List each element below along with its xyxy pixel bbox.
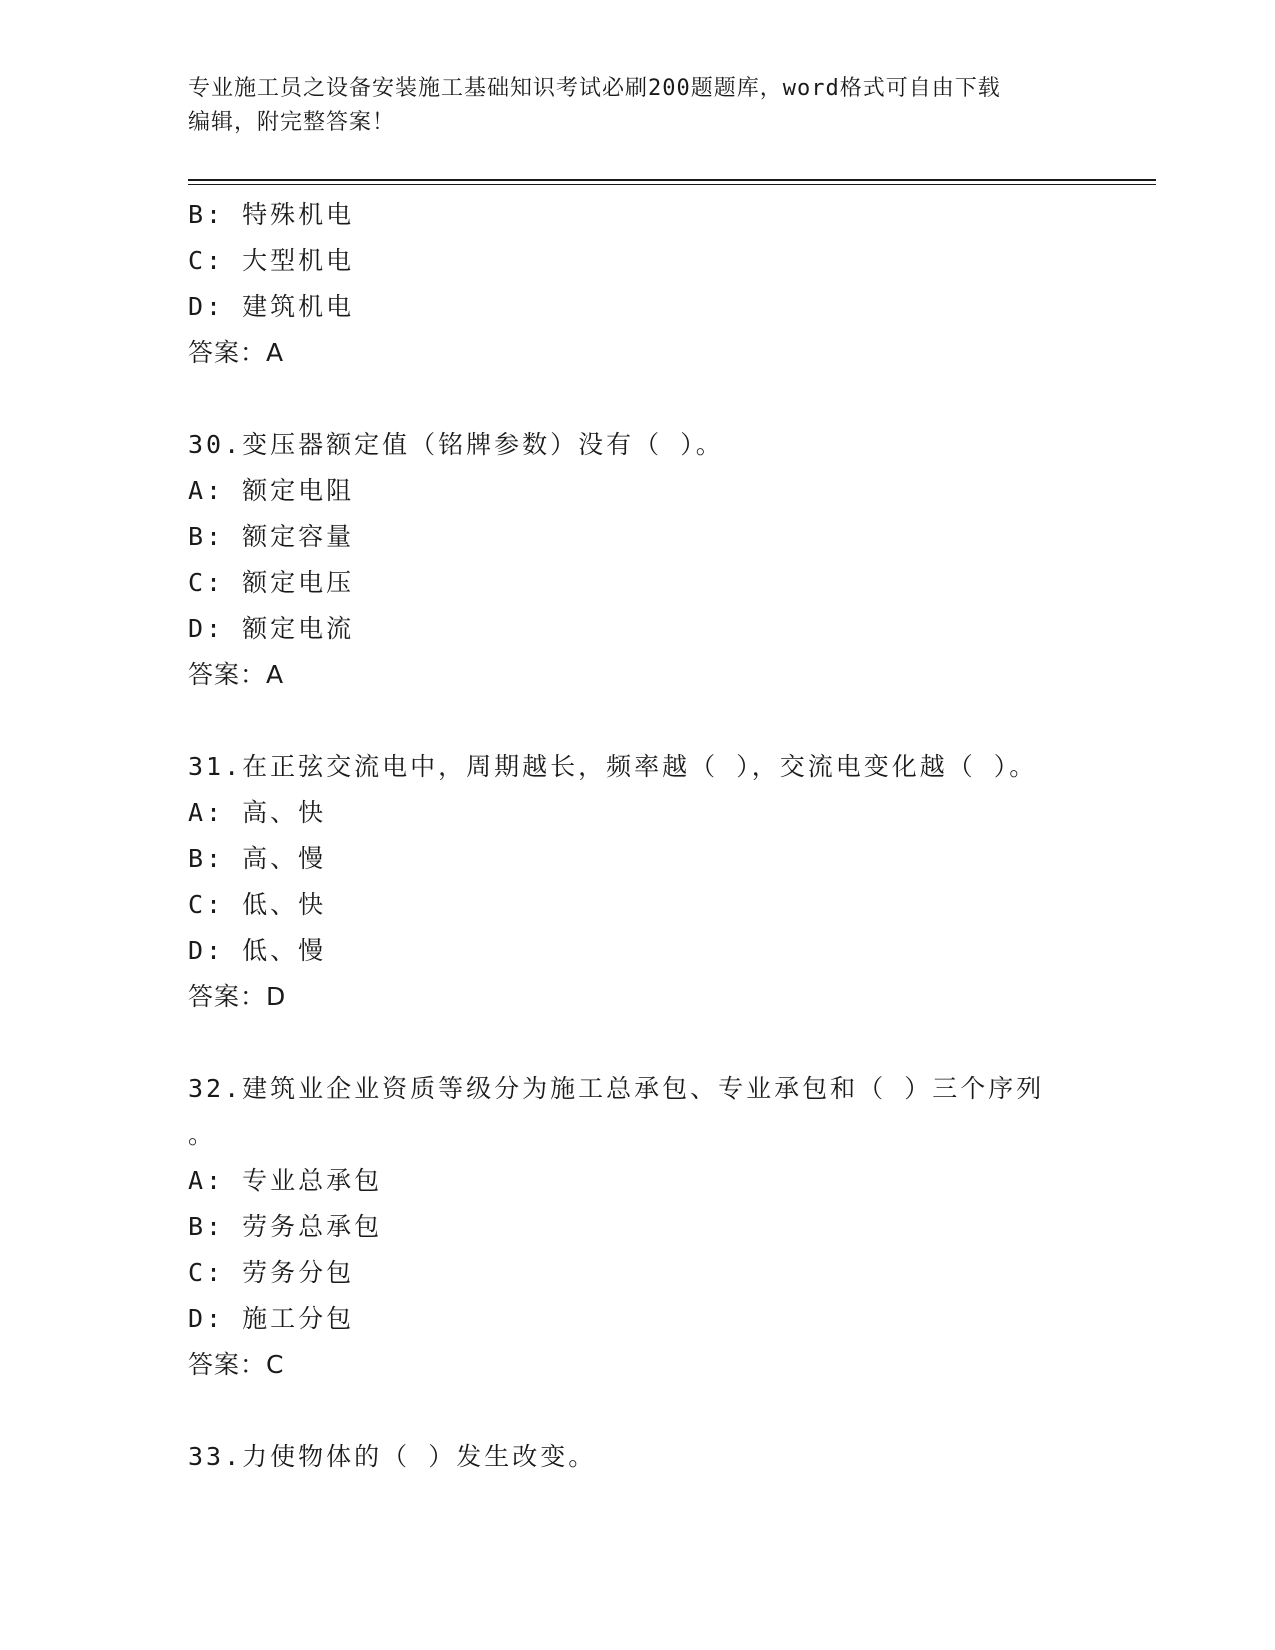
answer-line: 答案：A xyxy=(188,338,285,367)
question-32: 32.建筑业企业资质等级分为施工总承包、专业承包和（ ）三个序列 xyxy=(188,1074,1045,1103)
option-d: D: 施工分包 xyxy=(188,1304,355,1333)
answer-line: 答案：C xyxy=(188,1350,285,1379)
option-a: A: 额定电阻 xyxy=(188,476,355,505)
option-a: A: 高、快 xyxy=(188,798,327,827)
header-divider-thin xyxy=(188,184,1156,185)
header-line-2: 编辑，附完整答案！ xyxy=(188,110,396,135)
answer-line: 答案：A xyxy=(188,660,285,689)
option-c: C: 劳务分包 xyxy=(188,1258,355,1287)
option-c: C: 大型机电 xyxy=(188,246,355,275)
answer-line: 答案：D xyxy=(188,982,287,1011)
question-32-continuation: 。 xyxy=(188,1120,217,1149)
option-b: B: 高、慢 xyxy=(188,844,327,873)
option-a: A: 专业总承包 xyxy=(188,1166,383,1195)
option-c: C: 额定电压 xyxy=(188,568,355,597)
option-c: C: 低、快 xyxy=(188,890,327,919)
option-d: D: 额定电流 xyxy=(188,614,355,643)
question-31: 31.在正弦交流电中，周期越长，频率越（ ），交流电变化越（ ）。 xyxy=(188,752,1038,781)
option-b: B: 特殊机电 xyxy=(188,200,355,229)
question-33: 33.力使物体的（ ）发生改变。 xyxy=(188,1442,597,1471)
document-header xyxy=(188,72,1068,140)
option-b: B: 劳务总承包 xyxy=(188,1212,383,1241)
header-line-1: 专业施工员之设备安装施工基础知识考试必刷200题题库，word格式可自由下载 xyxy=(188,76,1001,101)
question-30: 30.变压器额定值（铭牌参数）没有（ ）。 xyxy=(188,430,724,459)
option-d: D: 低、慢 xyxy=(188,936,327,965)
option-d: D: 建筑机电 xyxy=(188,292,355,321)
option-b: B: 额定容量 xyxy=(188,522,355,551)
header-divider-thick xyxy=(188,179,1156,181)
question-list xyxy=(188,192,1088,1480)
